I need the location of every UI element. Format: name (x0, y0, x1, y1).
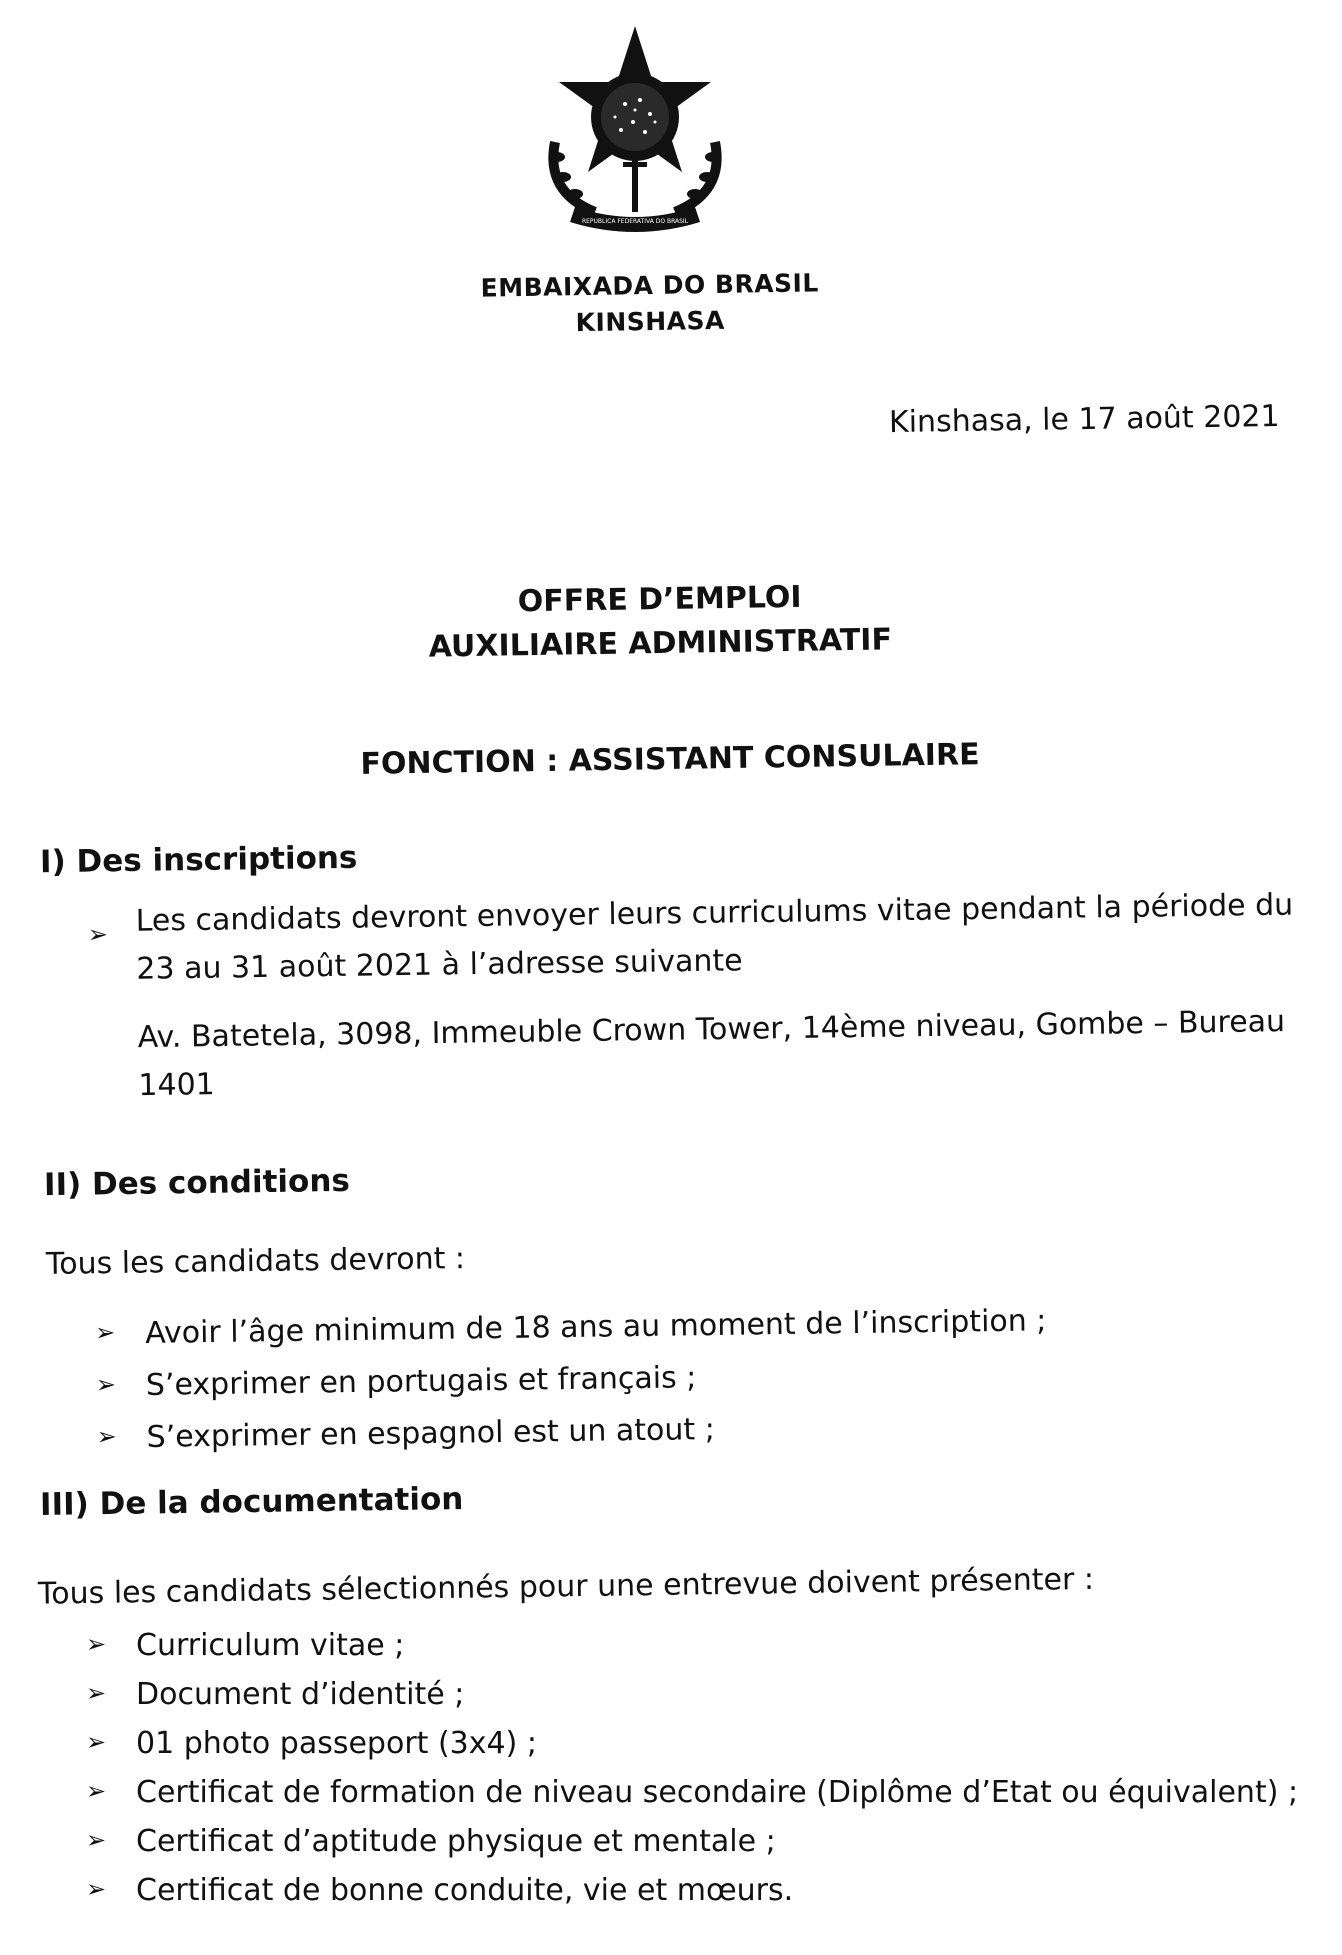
list-item: ➢ 01 photo passeport (3x4) ; (86, 1726, 537, 1761)
arrow-bullet-icon: ➢ (95, 1370, 117, 1399)
document-date: Kinshasa, le 17 août 2021 (889, 398, 1281, 441)
conditions-intro: Tous les candidats devront : (45, 1241, 466, 1282)
list-item: ➢ S’exprimer en espagnol est un atout ; (96, 1412, 716, 1455)
inscriptions-text: Les candidats devront envoyer leurs curriculums vitae pendant la période du 23 au 31 août 2021 à l’adresse suivante (135, 887, 1294, 987)
arrow-bullet-icon: ➢ (86, 1826, 107, 1854)
embassy-city: KINSHASA (575, 305, 726, 338)
list-item: ➢ S’exprimer en portugais et français ; (95, 1360, 697, 1403)
arrow-bullet-icon: ➢ (94, 1318, 116, 1347)
list-item: ➢ Document d’identité ; (86, 1677, 465, 1712)
letterhead (469, 265, 830, 343)
documentation-list (86, 1628, 1298, 1922)
section-heading-inscriptions: I) Des inscriptions (39, 839, 358, 881)
documentation-intro: Tous les candidats sélectionnés pour une entrevue doivent présenter : (37, 1561, 1095, 1612)
list-item: ➢ Avoir l’âge minimum de 18 ans au moment de l’inscription ; (94, 1303, 1047, 1351)
inscriptions-address: Av. Batetela, 3098, Immeuble Crown Tower, 14ème niveau, Gombe – Bureau 1401 (137, 1004, 1286, 1104)
section-heading-conditions: II) Des conditions (43, 1162, 351, 1204)
arrow-bullet-icon: ➢ (86, 1777, 107, 1805)
embassy-name: EMBAIXADA DO BRASIL (480, 268, 820, 303)
inscriptions-bullet (87, 882, 1298, 995)
arrow-bullet-icon: ➢ (86, 1630, 107, 1658)
arrow-bullet-icon: ➢ (86, 1728, 107, 1756)
list-item: ➢ Certificat de bonne conduite, vie et mœurs. (86, 1873, 794, 1908)
conditions-list (95, 1303, 1048, 1472)
arrow-bullet-icon: ➢ (96, 1422, 117, 1451)
arrow-bullet-icon: ➢ (87, 920, 109, 949)
title-line-1: OFFRE D’EMPLOI (517, 579, 802, 620)
brazil-coat-of-arms-icon (535, 22, 735, 242)
title-line-2: AUXILIAIRE ADMINISTRATIF (428, 622, 893, 665)
svg-text:REPUBLICA FEDERATIVA DO BRASIL: REPUBLICA FEDERATIVA DO BRASIL (581, 218, 689, 225)
function-title: FONCTION : ASSISTANT CONSULAIRE (360, 737, 980, 782)
section-heading-documentation: III) De la documentation (39, 1481, 464, 1523)
arrow-bullet-icon: ➢ (86, 1875, 107, 1903)
arrow-bullet-icon: ➢ (86, 1679, 107, 1707)
list-item: ➢ Certificat de formation de niveau secondaire (Diplôme d’Etat ou équivalent) ; (86, 1775, 1299, 1810)
page-title (379, 574, 940, 671)
list-item: ➢ Certificat d’aptitude physique et mentale ; (86, 1824, 776, 1859)
list-item: ➢ Curriculum vitae ; (86, 1628, 405, 1663)
